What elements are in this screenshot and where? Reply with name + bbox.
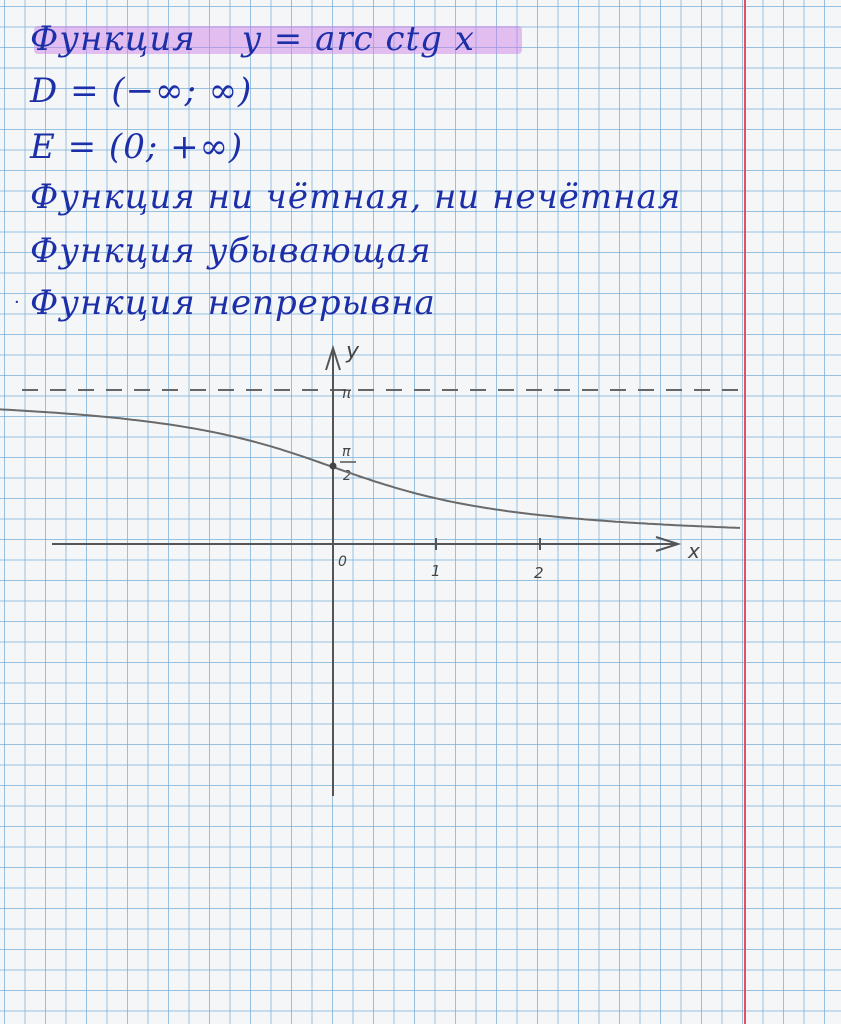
arcctg-graph xyxy=(0,330,841,810)
title-word: Функция xyxy=(30,19,196,59)
y-axis-label: y xyxy=(346,339,360,364)
continuity-line: Функция непрерывна xyxy=(30,283,436,323)
half-pi-denominator: 2 xyxy=(343,469,352,484)
domain-line: D = (−∞; ∞) xyxy=(30,71,253,111)
arcctg-curve xyxy=(0,409,740,528)
title-line xyxy=(30,14,475,64)
stray-dot: · xyxy=(14,292,20,313)
parity-line: Функция ни чётная, ни нечётная xyxy=(30,177,682,217)
monotonic-line: Функция убывающая xyxy=(30,231,432,271)
asymptote-pi-label: π xyxy=(342,384,352,402)
x-axis-label: x xyxy=(688,539,700,563)
x-tick-2-label: 2 xyxy=(534,564,544,582)
x-tick-1-label: 1 xyxy=(431,562,441,580)
y-intercept-point xyxy=(330,463,337,470)
range-line: E = (0; +∞) xyxy=(30,127,244,167)
half-pi-numerator: π xyxy=(342,444,351,460)
function-expression: y = arc ctg x xyxy=(241,19,475,59)
origin-label: 0 xyxy=(338,554,347,570)
